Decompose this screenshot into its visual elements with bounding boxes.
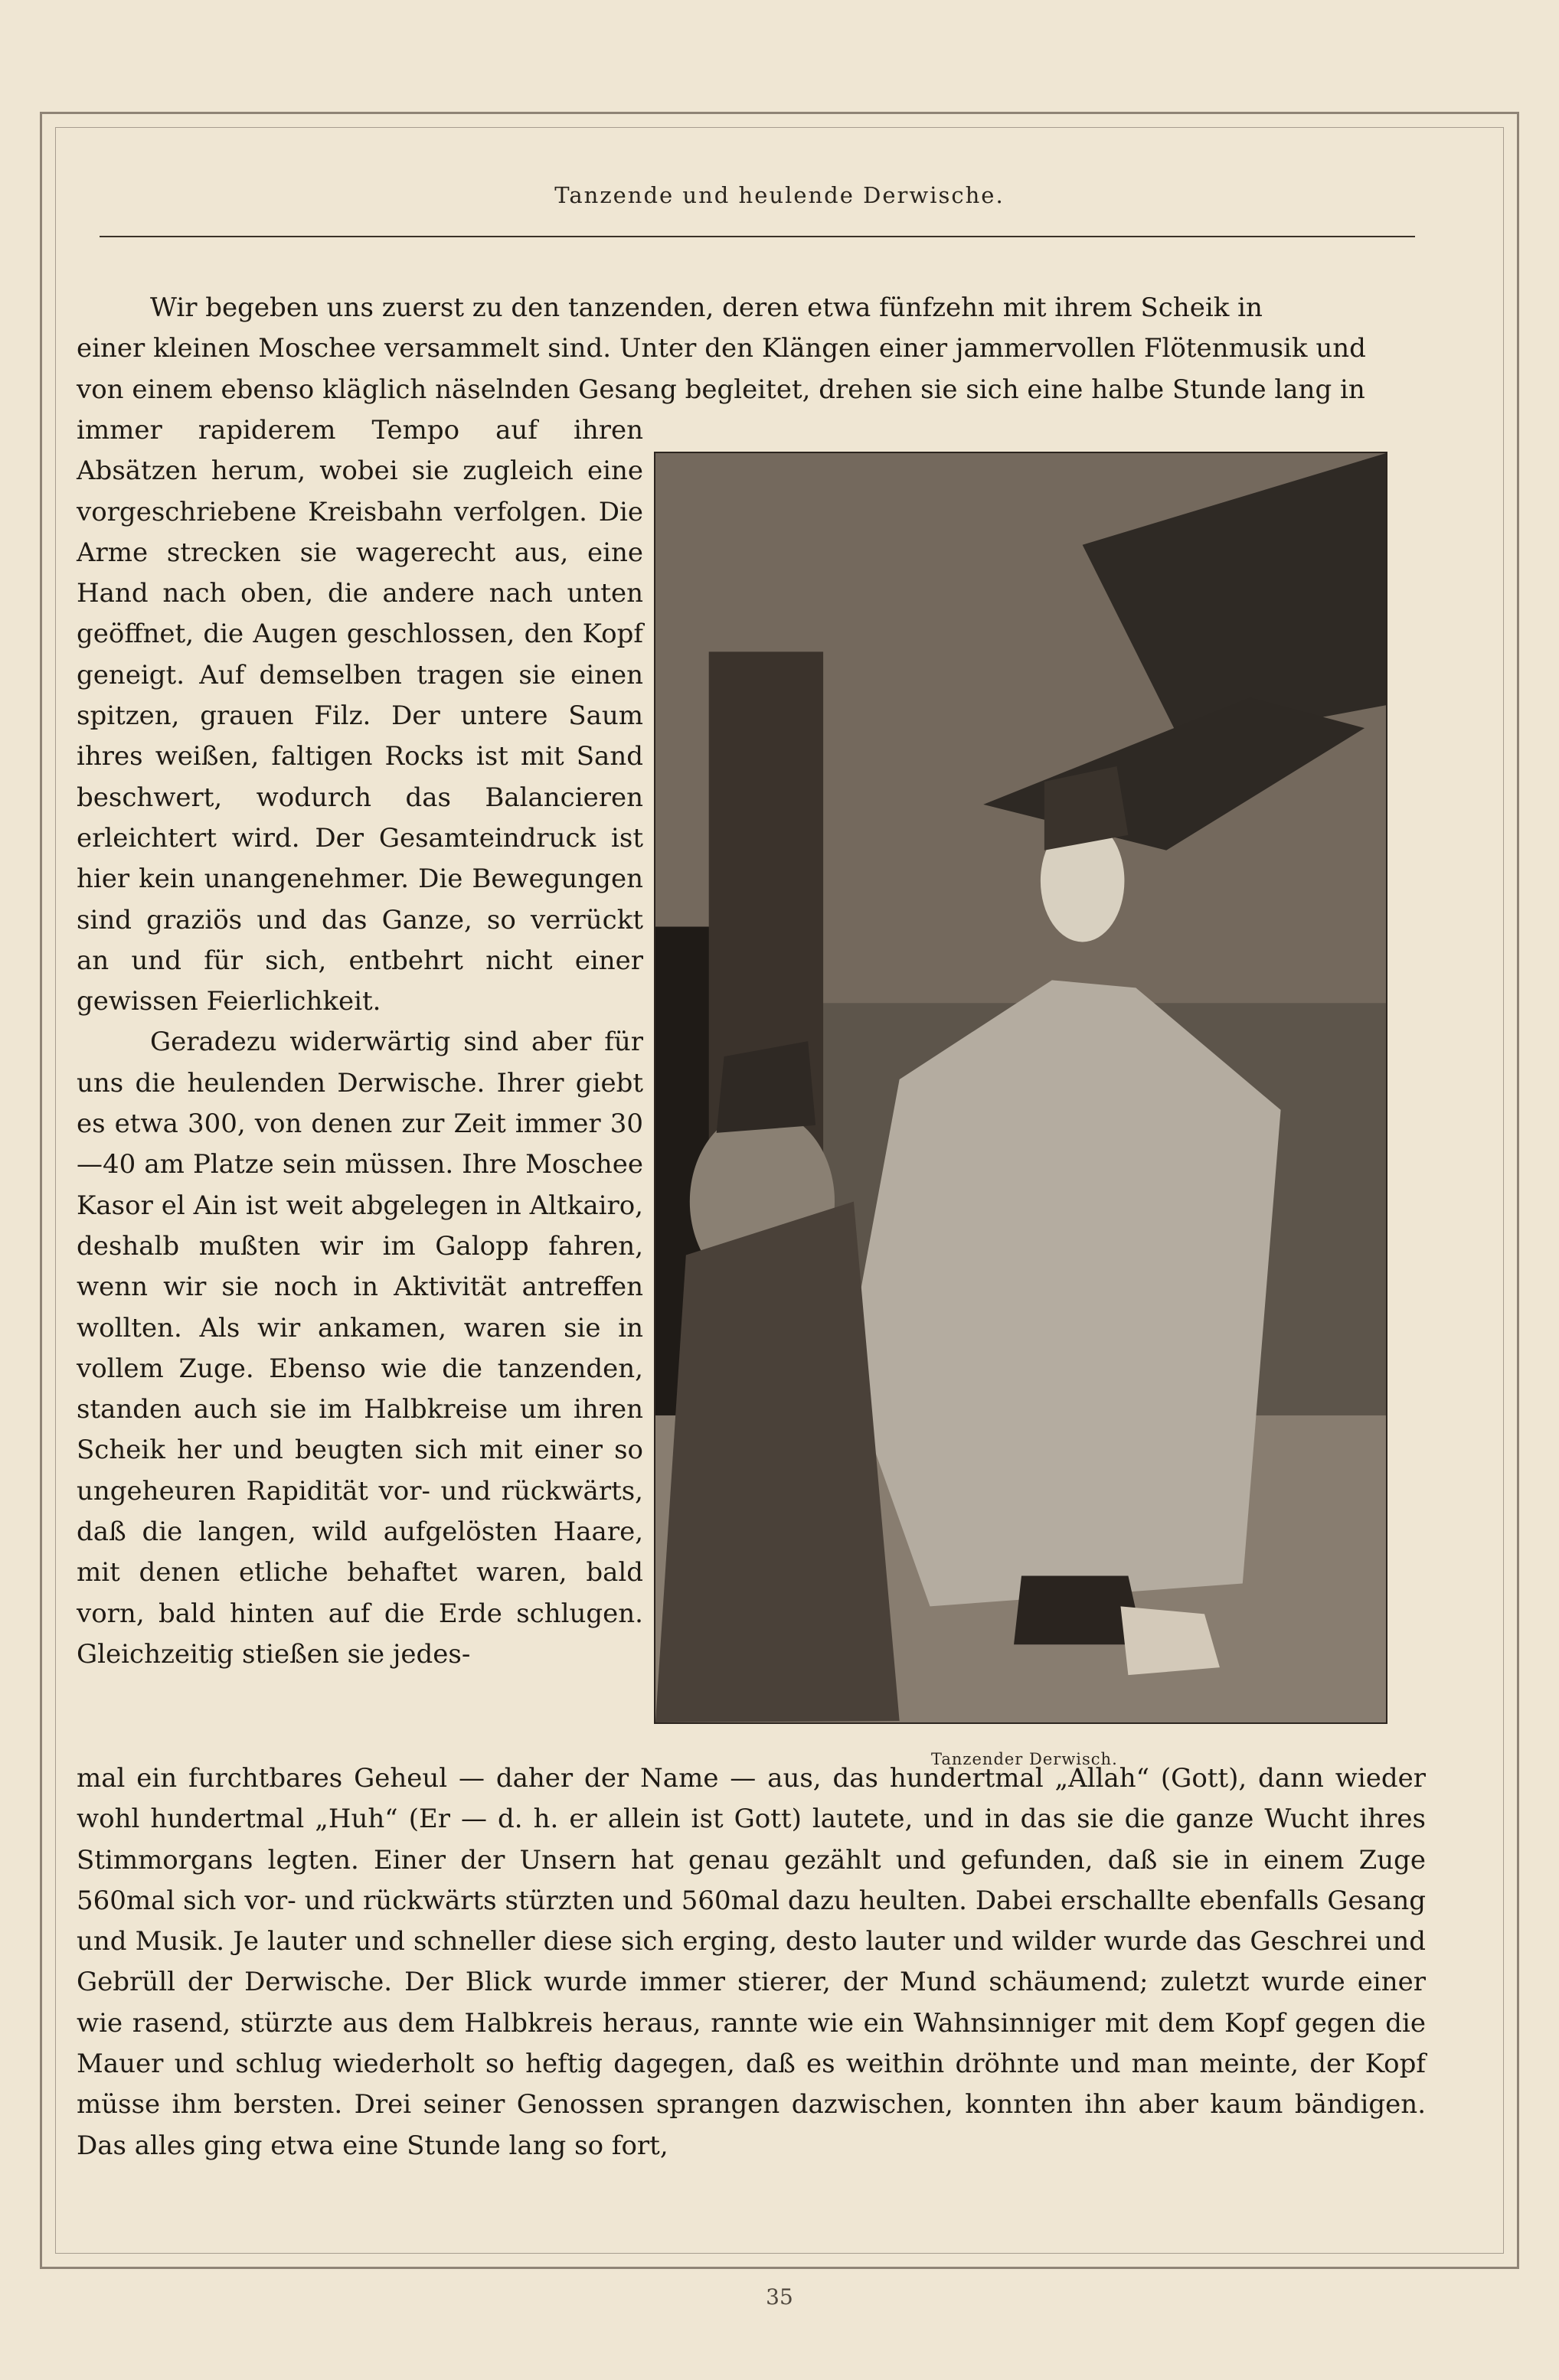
illustration-tanzender-derwisch — [654, 452, 1387, 1724]
intro-line-1: Wir begeben uns zuerst zu den tanzenden, deren etwa fünfzehn mit ihrem Scheik in — [150, 292, 1263, 323]
running-head: Tanzende und heulende Derwische. — [554, 182, 1005, 208]
intro-line-2: einer kleinen Moschee versammelt sind. Unter den Klängen einer jammervollen Flötenmusik und — [77, 333, 1366, 364]
intro-line-3: von einem ebenso kläglich näselnden Gesang begleitet, drehen sie sich eine halbe Stunde lang in — [77, 374, 1365, 405]
figure-caption: Tanzender Derwisch. — [931, 1750, 1118, 1768]
heulende-paragraph-start: Geradezu widerwärtig sind aber für uns die heulenden Derwische. Ihrer giebt es etwa 300, von denen zur Zeit immer 30—40 am Platze sein müssen. Ihre Moschee Kasor el Ain ist weit abgelegen in Altkairo, deshalb mußten wir im Galopp fahren, wenn wir sie noch in Aktivität antreffen wollten. Als wir ankamen, waren sie in vollem Zuge. Ebenso wie die tanzenden, standen auch sie im Halbkreise um ihren Scheik her und beugten sich mit einer so ungeheuren Rapidität vor- und rückwärts, daß die langen, wild aufgelösten Haare, mit denen etliche behaftet waren, bald vorn, bald hinten auf die Erde schlugen. Gleichzeitig stießen sie jedes- — [77, 1027, 643, 1670]
tanzende-paragraph: immer rapiderem Tempo auf ihren Absätzen herum, wobei sie zugleich eine vorgeschriebene Kreisbahn verfolgen. Die Arme strecken sie wagerecht aus, eine Hand nach oben, die andere nach unten geöffnet, die Augen geschlossen, den Kopf geneigt. Auf demselben tragen sie einen spitzen, grauen Filz. Der untere Saum ihres weißen, faltigen Rocks ist mit Sand beschwert, wodurch das Balancieren erleichtert wird. Der Gesamteindruck ist hier kein unangenehmer. Die Bewegungen sind graziös und das Ganze, so verrückt an und für sich, entbehrt nicht einer gewissen Feierlichkeit. — [77, 415, 643, 1017]
heulende-paragraph-end: mal ein furchtbares Geheul — daher der Name — aus, das hundertmal „Allah“ (Gott), dann wieder wohl hundertmal „Huh“ (Er — d. h. er allein ist Gott) lautete, und in das sie die ganze Wucht ihres Stimmorgans legten. Einer der Unsern hat genau gezählt und gefunden, daß sie in einem Zuge 560mal sich vor- und rückwärts stürzten und 560mal dazu heulten. Dabei erschallte ebenfalls Gesang und Musik. Je lauter und schneller diese sich erging, desto lauter und wilder wurde das Geschrei und Gebrüll der Derwische. Der Blick wurde immer stierer, der Mund schäumend; zuletzt wurde einer wie rasend, stürzte aus dem Halbkreis heraus, rannte wie ein Wahnsinniger mit dem Kopf gegen die Mauer und schlug wiederholt so heftig dagegen, daß es weithin dröhnte und man meinte, der Kopf müsse ihm bersten. Drei seiner Genossen sprangen dazwischen, konnten ihn aber kaum bändigen. Das alles ging etwa eine Stunde lang so fort, — [77, 1763, 1426, 2161]
bottom-paragraph — [77, 1758, 1426, 2206]
header-rule — [100, 236, 1415, 237]
dervish-engraving — [655, 453, 1386, 1722]
left-column-text — [77, 410, 643, 1788]
intro-paragraph — [77, 288, 1426, 426]
page-number: 35 — [766, 2284, 793, 2310]
